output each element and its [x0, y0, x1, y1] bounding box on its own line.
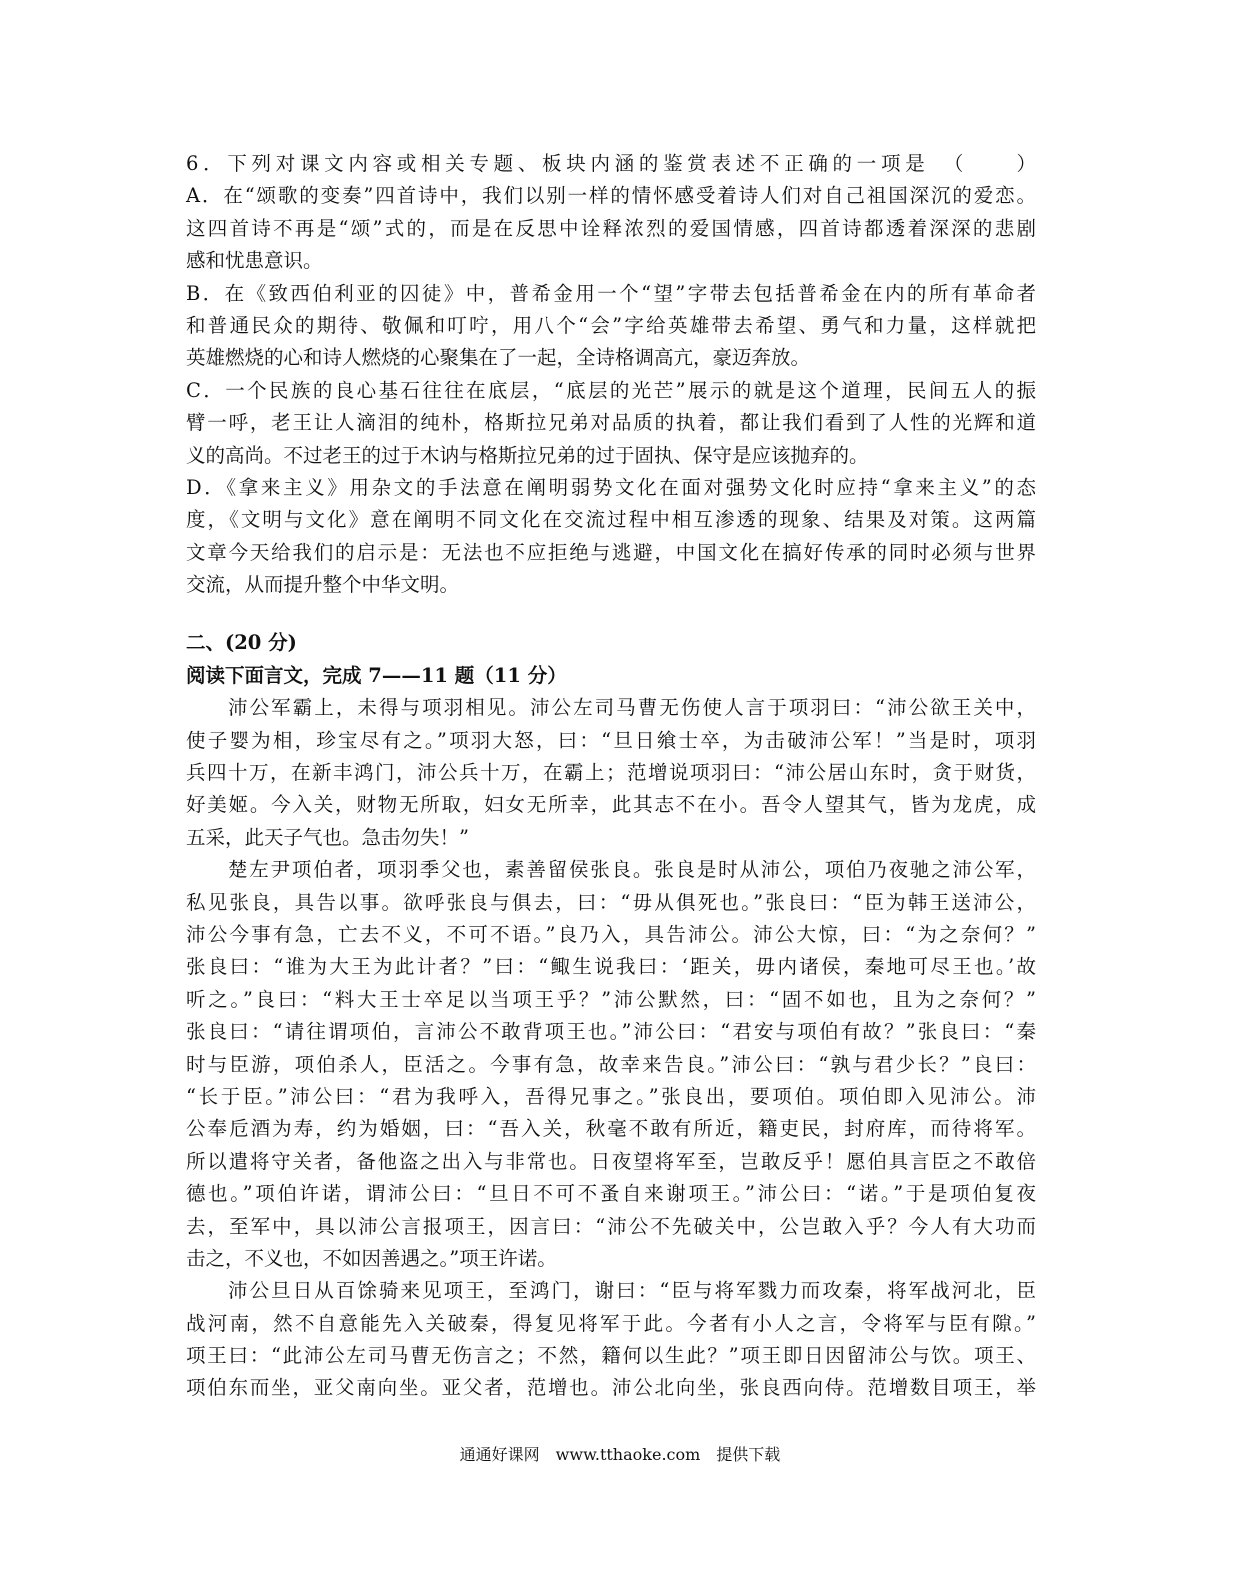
option-a-line: 这四首诗不再是“颂”式的，而是在反思中诠释浓烈的爱国情感，四首诗都透着深深的悲剧 [186, 216, 1036, 240]
passage-line: 张良曰：“请往谓项伯，言沛公不敢背项王也。”沛公曰：“君安与项伯有故？”张良曰：“秦 [186, 1020, 1036, 1044]
passage-line: 时与臣游，项伯杀人，臣活之。今事有急，故幸来告良。”沛公曰：“孰与君少长？”良曰： [186, 1052, 1036, 1076]
passage-line: 听之。”良曰：“料大王士卒足以当项王乎？”沛公默然，曰：“固不如也，且为之奈何？” [186, 987, 1036, 1011]
passage-line: 德也。”项伯许诺，谓沛公曰：“旦日不可不蚤自来谢项王。”沛公曰：“诺。”于是项伯复夜 [186, 1182, 1036, 1206]
page-footer: 通通好课网 www.tthaoke.com 提供下载 [459, 1445, 781, 1464]
option-c-line: 臂一呼，老王让人滴泪的纯朴，格斯拉兄弟对品质的执着，都让我们看到了人性的光辉和道 [186, 411, 1036, 435]
section-instruction: 阅读下面言文，完成 7——11 题（11 分） [186, 663, 567, 687]
option-b-line: B．在《致西伯利亚的囚徒》中，普希金用一个“望”字带去包括普希金在内的所有革命者 [186, 281, 1036, 305]
passage-line: 所以遣将守关者，备他盗之出入与非常也。日夜望将军至，岂敢反乎！愿伯具言臣之不敢倍 [186, 1149, 1036, 1173]
passage-line: “长于臣。”沛公曰：“君为我呼入，吾得兄事之。”张良出，要项伯。项伯即入见沛公。沛 [186, 1084, 1036, 1108]
exam-page [186, 148, 1036, 1405]
passage-line: 五采，此天子气也。急击勿失！” [186, 825, 469, 849]
option-c-line: 义的高尚。不过老王的过于木讷与格斯拉兄弟的过于固执、保守是应该抛弃的。 [186, 443, 869, 467]
passage-line: 好美姬。今入关，财物无所取，妇女无所幸，此其志不在小。吾令人望其气，皆为龙虎，成 [186, 793, 1036, 817]
option-b-line: 英雄燃烧的心和诗人燃烧的心聚集在了一起，全诗格调高亢，豪迈奔放。 [186, 346, 811, 370]
passage-line: 击之，不义也，不如因善遇之。”项王许诺。 [186, 1246, 557, 1270]
passage-line: 沛公旦日从百馀骑来见项王，至鸿门，谢曰：“臣与将军戮力而攻秦，将军战河北，臣 [228, 1279, 1036, 1303]
option-b-line: 和普通民众的期待、敬佩和叮咛，用八个“会”字给英雄带去希望、勇气和力量，这样就把 [186, 313, 1036, 337]
passage-line: 张良曰：“谁为大王为此计者？”曰：“鲰生说我曰：‘距关，毋内诸侯，秦地可尽王也。’故 [186, 955, 1036, 979]
passage-line: 沛公今事有急，亡去不义，不可不语。”良乃入，具告沛公。沛公大惊，曰：“为之奈何？” [186, 922, 1036, 946]
passage-line: 项伯东而坐，亚父南向坐。亚父者，范增也。沛公北向坐，张良西向侍。范增数目项王，举 [186, 1376, 1036, 1400]
option-d-line: 文章今天给我们的启示是：无法也不应拒绝与逃避，中国文化在搞好传承的同时必须与世界 [186, 540, 1036, 564]
passage-line: 去，至军中，具以沛公言报项王，因言曰：“沛公不先破关中，公岂敢入乎？今人有大功而 [186, 1214, 1036, 1238]
option-d-line: 交流，从而提升整个中华文明。 [186, 573, 460, 597]
passage-line: 使子婴为相，珍宝尽有之。”项羽大怒，曰：“旦日飨士卒，为击破沛公军！”当是时，项羽 [186, 728, 1036, 752]
passage-line: 兵四十万，在新丰鸿门，沛公兵十万，在霸上；范增说项羽曰：“沛公居山东时，贪于财货， [186, 761, 1036, 785]
option-d-line: D．《拿来主义》用杂文的手法意在阐明弱势文化在面对强势文化时应持“拿来主义”的态 [186, 475, 1036, 499]
passage-line: 项王曰：“此沛公左司马曹无伤言之；不然，籍何以生此？”项王即日因留沛公与饮。项王、 [186, 1344, 1036, 1368]
option-a-line: A．在“颂歌的变奏”四首诗中，我们以别一样的情怀感受着诗人们对自己祖国深沉的爱恋。 [186, 184, 1036, 208]
passage-line: 楚左尹项伯者，项羽季父也，素善留侯张良。张良是时从沛公，项伯乃夜驰之沛公军， [228, 858, 1036, 882]
option-c-line: C．一个民族的良心基石往往在底层，“底层的光芒”展示的就是这个道理，民间五人的振 [186, 378, 1036, 402]
section-heading: 二、(20 分) [186, 631, 297, 655]
passage-line: 战河南，然不自意能先入关破秦，得复见将军于此。今者有小人之言，令将军与臣有隙。” [186, 1311, 1036, 1335]
option-d-line: 度，《文明与文化》意在阐明不同文化在交流过程中相互渗透的现象、结果及对策。这两篇 [186, 508, 1036, 532]
passage-line: 私见张良，具告以事。欲呼张良与俱去，曰：“毋从俱死也。”张良曰：“臣为韩王送沛公， [186, 890, 1036, 914]
passage-line: 沛公军霸上，未得与项羽相见。沛公左司马曹无伤使人言于项羽曰：“沛公欲王关中， [228, 696, 1036, 720]
option-a-line: 感和忧患意识。 [186, 249, 323, 273]
passage-line: 公奉卮酒为寿，约为婚姻，曰：“吾入关，秋毫不敢有所近，籍吏民，封府库，而待将军。 [186, 1117, 1036, 1141]
question-6-stem: 6．下列对课文内容或相关专题、板块内涵的鉴赏表述不正确的一项是 （ ） [186, 152, 1036, 175]
